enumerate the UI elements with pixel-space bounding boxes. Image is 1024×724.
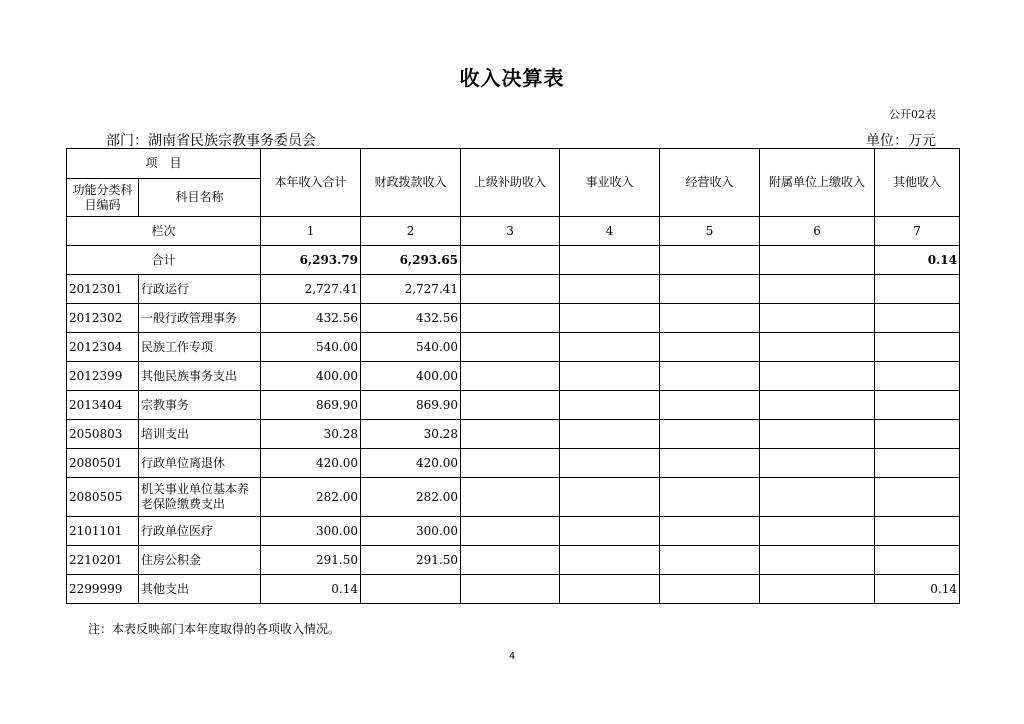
row-value <box>560 546 660 575</box>
row-value <box>560 517 660 546</box>
row-value <box>560 304 660 333</box>
table-row <box>67 420 960 449</box>
row-value <box>760 333 875 362</box>
row-value <box>461 362 560 391</box>
row-value: 30.28 <box>261 420 361 449</box>
row-value <box>560 391 660 420</box>
row-code: 2012302 <box>67 304 139 333</box>
table-row <box>67 275 960 304</box>
row-value: 869.90 <box>261 391 361 420</box>
row-value: 291.50 <box>361 546 461 575</box>
row-value <box>560 575 660 604</box>
row-value <box>660 275 760 304</box>
row-value <box>560 420 660 449</box>
row-code: 2080505 <box>67 478 139 517</box>
table-row <box>67 478 960 517</box>
row-value: 540.00 <box>361 333 461 362</box>
row-value: 0.14 <box>261 575 361 604</box>
row-value: 30.28 <box>361 420 461 449</box>
header-col-3: 上级补助收入 <box>461 149 560 217</box>
row-value: 2,727.41 <box>261 275 361 304</box>
header-col-4: 事业收入 <box>560 149 660 217</box>
column-number: 4 <box>560 217 660 246</box>
table-row <box>67 517 960 546</box>
row-name: 民族工作专项 <box>139 333 261 362</box>
row-name: 一般行政管理事务 <box>139 304 261 333</box>
header-col-7: 其他收入 <box>875 149 960 217</box>
row-value <box>660 575 760 604</box>
row-value: 400.00 <box>361 362 461 391</box>
row-value <box>760 362 875 391</box>
row-value: 282.00 <box>361 478 461 517</box>
row-name: 其他民族事务支出 <box>139 362 261 391</box>
table-row <box>67 546 960 575</box>
row-value: 432.56 <box>261 304 361 333</box>
row-value: 420.00 <box>361 449 461 478</box>
row-value <box>560 333 660 362</box>
row-name: 培训支出 <box>139 420 261 449</box>
row-value: 282.00 <box>261 478 361 517</box>
header-col-5: 经营收入 <box>660 149 760 217</box>
row-value <box>760 546 875 575</box>
row-value <box>461 478 560 517</box>
row-name: 其他支出 <box>139 575 261 604</box>
row-code: 2299999 <box>67 575 139 604</box>
row-value <box>875 449 960 478</box>
row-value <box>875 304 960 333</box>
row-value <box>875 275 960 304</box>
total-value <box>461 246 560 275</box>
row-value <box>461 449 560 478</box>
row-value <box>760 449 875 478</box>
column-number: 2 <box>361 217 461 246</box>
row-value <box>660 391 760 420</box>
row-value: 420.00 <box>261 449 361 478</box>
row-name: 机关事业单位基本养老保险缴费支出 <box>139 478 261 517</box>
page-title: 收入决算表 <box>459 66 565 90</box>
header-item: 项 目 <box>67 149 261 179</box>
row-value <box>760 420 875 449</box>
row-value <box>560 362 660 391</box>
row-value <box>660 517 760 546</box>
total-value: 6,293.79 <box>261 246 361 275</box>
row-value <box>760 575 875 604</box>
table-row <box>67 449 960 478</box>
department-label: 部门：湖南省民族宗教事务委员会 <box>106 133 316 149</box>
total-value: 0.14 <box>875 246 960 275</box>
row-value <box>760 304 875 333</box>
column-number: 3 <box>461 217 560 246</box>
column-number: 7 <box>875 217 960 246</box>
row-value: 869.90 <box>361 391 461 420</box>
row-value <box>660 333 760 362</box>
row-code: 2080501 <box>67 449 139 478</box>
row-value <box>560 275 660 304</box>
total-value: 6,293.65 <box>361 246 461 275</box>
row-code: 2050803 <box>67 420 139 449</box>
header-col-6: 附属单位上缴收入 <box>760 149 875 217</box>
total-value <box>760 246 875 275</box>
row-value <box>875 478 960 517</box>
footnote: 注：本表反映部门本年度取得的各项收入情况。 <box>88 622 341 636</box>
table-row <box>67 362 960 391</box>
row-value <box>461 420 560 449</box>
row-value <box>875 362 960 391</box>
row-value <box>760 517 875 546</box>
row-code: 2012304 <box>67 333 139 362</box>
total-row <box>67 246 960 275</box>
row-value: 291.50 <box>261 546 361 575</box>
total-value <box>660 246 760 275</box>
row-name: 宗教事务 <box>139 391 261 420</box>
row-value <box>461 575 560 604</box>
table-row <box>67 575 960 604</box>
row-value <box>875 333 960 362</box>
row-value: 2,727.41 <box>361 275 461 304</box>
row-value <box>760 391 875 420</box>
row-value: 540.00 <box>261 333 361 362</box>
column-number-label: 栏次 <box>67 217 261 246</box>
row-value <box>660 546 760 575</box>
row-value <box>760 275 875 304</box>
row-code: 2013404 <box>67 391 139 420</box>
total-label: 合计 <box>67 246 261 275</box>
row-code: 2012301 <box>67 275 139 304</box>
row-value <box>461 546 560 575</box>
row-value <box>461 304 560 333</box>
column-number: 1 <box>261 217 361 246</box>
row-value: 300.00 <box>361 517 461 546</box>
row-value <box>461 391 560 420</box>
header-col-2: 财政拨款收入 <box>361 149 461 217</box>
column-number: 6 <box>760 217 875 246</box>
row-value <box>875 420 960 449</box>
page-number: 4 <box>508 651 516 662</box>
row-value <box>875 546 960 575</box>
column-number: 5 <box>660 217 760 246</box>
row-code: 2210201 <box>67 546 139 575</box>
row-value <box>461 275 560 304</box>
row-code: 2012399 <box>67 362 139 391</box>
row-name: 行政运行 <box>139 275 261 304</box>
row-value <box>660 478 760 517</box>
row-value <box>660 420 760 449</box>
row-value: 432.56 <box>361 304 461 333</box>
row-value <box>660 304 760 333</box>
row-value <box>875 391 960 420</box>
table-row <box>67 304 960 333</box>
header-code: 功能分类科目编码 <box>67 179 139 217</box>
row-value <box>875 517 960 546</box>
row-name: 行政单位离退休 <box>139 449 261 478</box>
row-value: 0.14 <box>875 575 960 604</box>
row-value <box>461 517 560 546</box>
header-col-1: 本年收入合计 <box>261 149 361 217</box>
row-value: 300.00 <box>261 517 361 546</box>
row-value <box>560 478 660 517</box>
row-name: 住房公积金 <box>139 546 261 575</box>
table-row <box>67 333 960 362</box>
row-code: 2101101 <box>67 517 139 546</box>
row-value: 400.00 <box>261 362 361 391</box>
row-name: 行政单位医疗 <box>139 517 261 546</box>
table-row <box>67 391 960 420</box>
row-value <box>560 449 660 478</box>
income-table <box>66 148 960 604</box>
row-value <box>760 478 875 517</box>
row-value <box>361 575 461 604</box>
unit-label: 单位：万元 <box>866 133 936 149</box>
total-value <box>560 246 660 275</box>
header-name: 科目名称 <box>139 179 261 217</box>
row-value <box>660 362 760 391</box>
form-number: 公开02表 <box>889 108 936 121</box>
row-value <box>461 333 560 362</box>
row-value <box>660 449 760 478</box>
